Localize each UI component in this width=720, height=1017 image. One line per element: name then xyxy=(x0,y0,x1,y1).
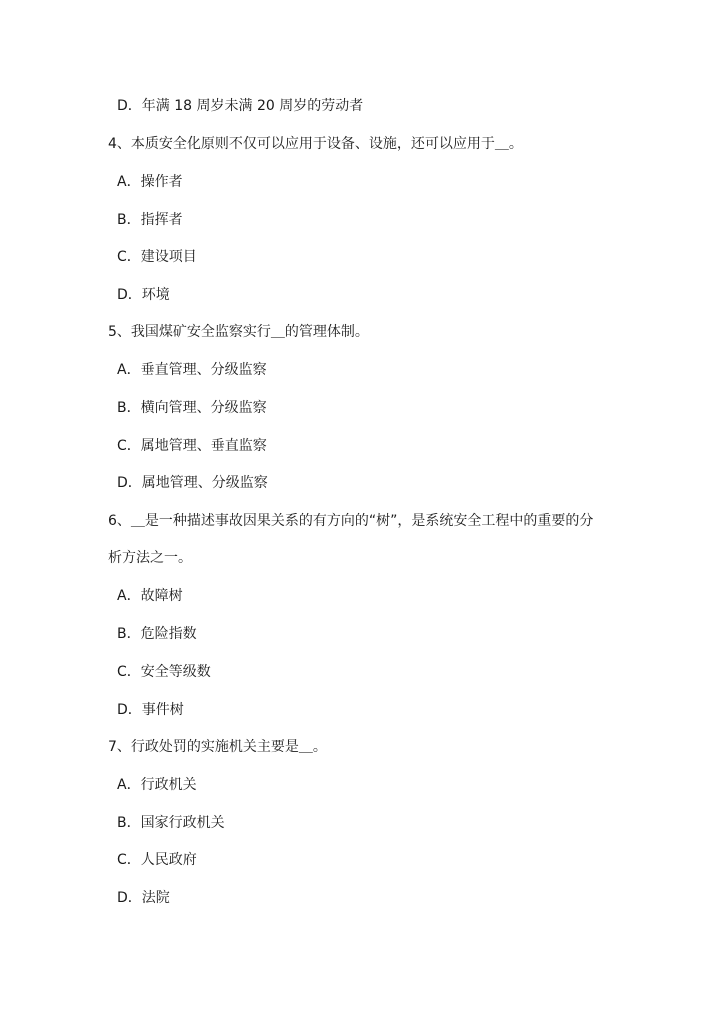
question-4: 4、本质安全化原则不仅可以应用于设备、设施，还可以应用于＿。 xyxy=(108,136,523,152)
option-c-q4: C．建设项目 xyxy=(117,249,197,265)
option-b-q7: B．国家行政机关 xyxy=(117,815,225,831)
question-6-continued: 析方法之一。 xyxy=(108,550,192,566)
option-a-q7: A．行政机关 xyxy=(117,777,197,793)
option-a-q6: A．故障树 xyxy=(117,588,183,604)
option-c-q6: C．安全等级数 xyxy=(117,664,211,680)
option-c-q5: C．属地管理、垂直监察 xyxy=(117,438,267,454)
option-d-q5: D．属地管理、分级监察 xyxy=(117,475,268,491)
option-d-q7: D．法院 xyxy=(117,890,170,906)
option-d-q4: D．环境 xyxy=(117,287,170,303)
option-b-q4: B．指挥者 xyxy=(117,212,183,228)
option-a-q5: A．垂直管理、分级监察 xyxy=(117,362,267,378)
option-d-q3: D．年满 18 周岁未满 20 周岁的劳动者 xyxy=(117,98,364,114)
option-a-q4: A．操作者 xyxy=(117,174,183,190)
option-b-q6: B．危险指数 xyxy=(117,626,197,642)
option-b-q5: B．横向管理、分级监察 xyxy=(117,400,267,416)
option-d-q6: D．事件树 xyxy=(117,702,184,718)
question-7: 7、行政处罚的实施机关主要是＿。 xyxy=(108,739,327,755)
option-c-q7: C．人民政府 xyxy=(117,852,197,868)
question-5: 5、我国煤矿安全监察实行＿的管理体制。 xyxy=(108,324,369,340)
question-6: 6、＿是一种描述事故因果关系的有方向的“树”，是系统安全工程中的重要的分 xyxy=(108,513,594,529)
